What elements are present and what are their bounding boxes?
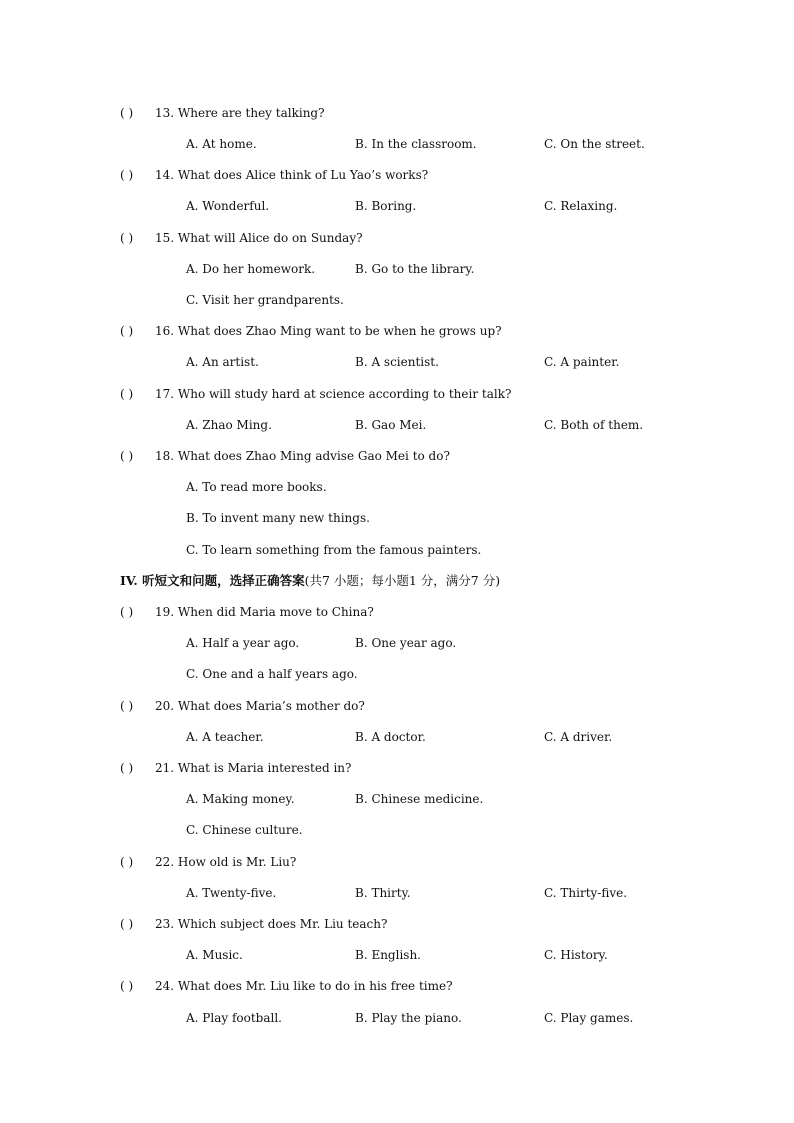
question-text: 14. What does Alice think of Lu Yao’s works? — [155, 168, 429, 182]
question-text: 19. When did Maria move to China? — [155, 605, 374, 619]
answer-blank[interactable]: ( ) — [120, 761, 134, 775]
option-a: A. Wonderful. — [186, 199, 270, 213]
option-a: A. Play football. — [186, 1011, 282, 1025]
option-a: A. Twenty-five. — [186, 886, 277, 900]
section-title-text: IV. 听短文和问题，选择正确答案 — [120, 573, 305, 588]
option-a: A. Music. — [186, 948, 243, 962]
option-c: C. To learn something from the famous painters. — [186, 543, 482, 557]
option-c: C. Visit her grandparents. — [186, 293, 344, 307]
option-c: C. Thirty-five. — [544, 886, 628, 900]
option-a: A. A teacher. — [186, 730, 264, 744]
section-title — [120, 573, 500, 589]
answer-blank[interactable]: ( ) — [120, 231, 134, 245]
option-b: B. A doctor. — [355, 730, 426, 744]
option-c: C. Chinese culture. — [186, 823, 303, 837]
question-text: 21. What is Maria interested in? — [155, 761, 352, 775]
option-b: B. In the classroom. — [355, 137, 477, 151]
option-b: B. Chinese medicine. — [355, 792, 484, 806]
answer-blank[interactable]: ( ) — [120, 449, 134, 463]
option-c: C. Both of them. — [544, 418, 644, 432]
answer-blank[interactable]: ( ) — [120, 979, 134, 993]
answer-blank[interactable]: ( ) — [120, 168, 134, 182]
option-b: B. Gao Mei. — [355, 418, 427, 432]
answer-blank[interactable]: ( ) — [120, 106, 134, 120]
question-text: 20. What does Maria’s mother do? — [155, 699, 365, 713]
option-c: C. A driver. — [544, 730, 613, 744]
option-a: A. Making money. — [186, 792, 295, 806]
option-c: C. On the street. — [544, 137, 645, 151]
question-text: 16. What does Zhao Ming want to be when he grows up? — [155, 324, 502, 338]
option-a: A. Do her homework. — [186, 262, 316, 276]
option-c: C. Relaxing. — [544, 199, 618, 213]
option-b: B. English. — [355, 948, 421, 962]
section-note: (共7 小题；每小题1 分，满分7 分) — [304, 573, 501, 588]
option-b: B. Boring. — [355, 199, 417, 213]
option-c: C. History. — [544, 948, 608, 962]
option-c: C. A painter. — [544, 355, 620, 369]
answer-blank[interactable]: ( ) — [120, 917, 134, 931]
option-a: A. At home. — [186, 137, 257, 151]
option-b: B. Thirty. — [355, 886, 411, 900]
option-c: C. Play games. — [544, 1011, 634, 1025]
option-b: B. Play the piano. — [355, 1011, 462, 1025]
option-a: A. To read more books. — [186, 480, 327, 494]
question-text: 23. Which subject does Mr. Liu teach? — [155, 917, 388, 931]
question-text: 15. What will Alice do on Sunday? — [155, 231, 363, 245]
option-a: A. An artist. — [186, 355, 259, 369]
answer-blank[interactable]: ( ) — [120, 324, 134, 338]
question-text: 18. What does Zhao Ming advise Gao Mei to do? — [155, 449, 450, 463]
answer-blank[interactable]: ( ) — [120, 699, 134, 713]
question-text: 22. How old is Mr. Liu? — [155, 855, 297, 869]
option-b: B. A scientist. — [355, 355, 439, 369]
option-b: B. One year ago. — [355, 636, 457, 650]
option-b: B. To invent many new things. — [186, 511, 370, 525]
question-text: 13. Where are they talking? — [155, 106, 325, 120]
option-b: B. Go to the library. — [355, 262, 475, 276]
option-a: A. Zhao Ming. — [186, 418, 272, 432]
answer-blank[interactable]: ( ) — [120, 387, 134, 401]
answer-blank[interactable]: ( ) — [120, 855, 134, 869]
option-c: C. One and a half years ago. — [186, 667, 358, 681]
question-text: 17. Who will study hard at science according to their talk? — [155, 387, 512, 401]
question-text: 24. What does Mr. Liu like to do in his free time? — [155, 979, 453, 993]
answer-blank[interactable]: ( ) — [120, 605, 134, 619]
option-a: A. Half a year ago. — [186, 636, 300, 650]
